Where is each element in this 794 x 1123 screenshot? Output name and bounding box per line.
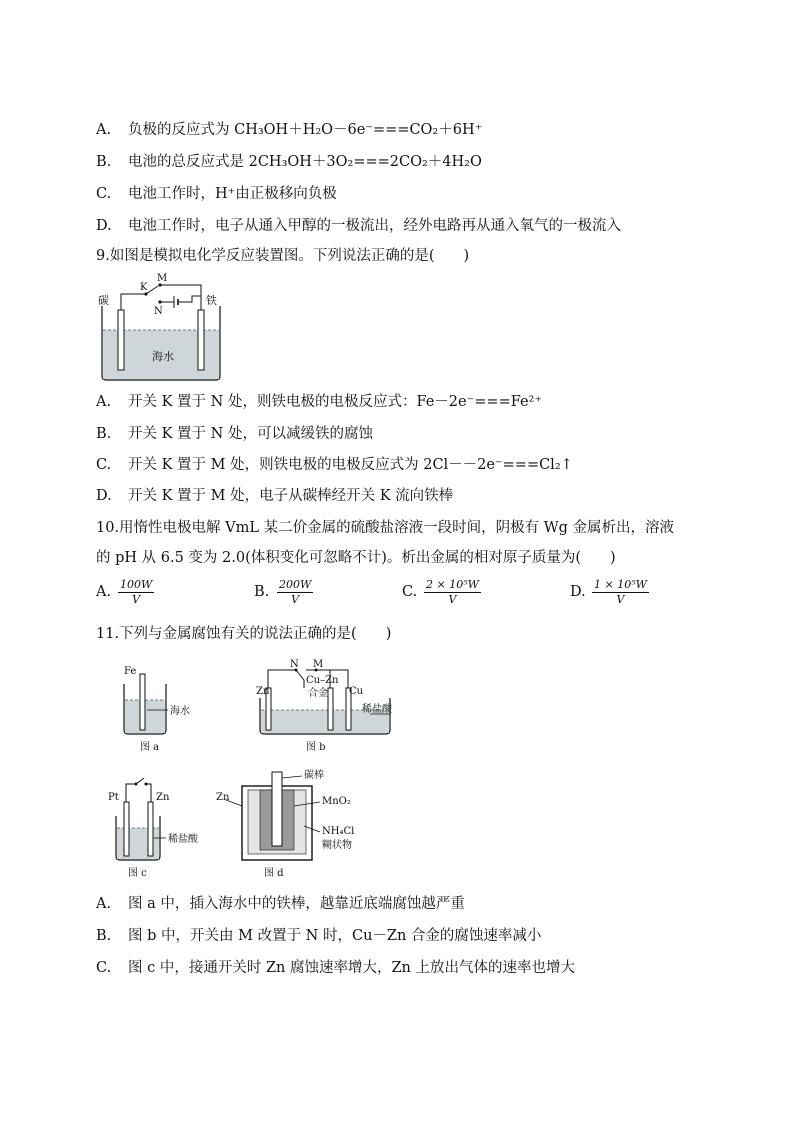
caption-b: 图 b (306, 742, 326, 753)
option-label: A. (96, 122, 112, 138)
q10-option-c-label: C. (402, 584, 418, 600)
denominator: V (616, 593, 625, 606)
denominator: V (448, 593, 457, 606)
option-label: B. (96, 426, 112, 442)
wire-battery (178, 296, 201, 302)
carbon-electrode (118, 310, 124, 370)
option-label: C. (96, 457, 112, 473)
zn-electrode (148, 802, 153, 856)
q10-option-d-fraction (592, 578, 649, 607)
pt-electrode (124, 802, 129, 856)
option-text: 开关 K 置于 M 处，电子从碳棒经开关 K 流向铁棒 (128, 488, 454, 504)
label-paste: 糊状物 (322, 840, 352, 851)
q8-option-c (96, 184, 337, 204)
numerator: 100W (120, 578, 153, 591)
q9-stem: 9.如图是模拟电化学反应装置图。下列说法正确的是( ) (96, 248, 470, 264)
q10-option-d-label: D. (570, 584, 586, 600)
q10-option-a-fraction (118, 578, 154, 607)
iron-electrode (198, 310, 204, 370)
q11-option-c (96, 958, 575, 978)
q9-option-d (96, 486, 453, 506)
label-acid: 稀盐酸 (362, 704, 392, 715)
option-text: 开关 K 置于 N 处，则铁电极的电极反应式：Fe－2e⁻===Fe²⁺ (128, 394, 543, 410)
option-text: 图 b 中，开关由 M 改置于 N 时，Cu－Zn 合金的腐蚀速率减小 (128, 928, 542, 944)
q11-figure-c (104, 772, 224, 882)
q9-option-c (96, 455, 573, 475)
q10-option-a-label: A. (96, 584, 112, 600)
option-label: D. (96, 488, 112, 504)
q8-option-a (96, 120, 482, 140)
q9-option-a (96, 392, 542, 412)
label-n: N (154, 306, 163, 317)
q9-figure (96, 272, 226, 384)
option-text: 电池工作时，H⁺由正极移向负极 (128, 186, 337, 202)
label-seawater: 海水 (170, 706, 190, 717)
wire-zn (268, 670, 296, 688)
q10-stem-line1: 10.用惰性电极电解 VmL 某二价金属的硫酸盐溶液一段时间，阴极有 Wg 金属析出，溶液 (96, 520, 675, 536)
label-mno2: MnO₂ (322, 796, 351, 807)
option-label: B. (96, 928, 112, 944)
switch-pivot (135, 783, 138, 786)
option-label: C. (96, 960, 112, 976)
label-pt: Pt (108, 792, 119, 803)
switch-k (146, 286, 158, 294)
carbon-rod (272, 772, 282, 846)
label-carbon: 碳 (98, 294, 109, 307)
denominator: V (291, 593, 300, 606)
label-nh4cl: NH₄Cl (322, 826, 355, 837)
numerator: 1 × 10⁵W (594, 578, 647, 591)
q10-option-c-fraction (424, 578, 481, 607)
caption-a: 图 a (140, 742, 160, 753)
wire-zn (146, 784, 151, 802)
q11-option-a (96, 894, 465, 914)
option-text: 负极的反应式为 CH₃OH＋H₂O－6e⁻===CO₂＋6H⁺ (128, 122, 483, 138)
wire-left (121, 294, 146, 310)
label-alloy-2: 合金 (308, 688, 328, 699)
label-k: K (140, 282, 148, 293)
q10-stem-line2: 的 pH 从 6.5 变为 2.0(体积变化可忽略不计)。析出金属的相对原子质量为( ) (96, 550, 616, 566)
q8-option-b (96, 152, 482, 172)
label-zn: Zn (256, 686, 270, 697)
option-label: B. (96, 154, 112, 170)
q11-figure-b (250, 658, 410, 756)
label-fe: Fe (124, 666, 137, 677)
alloy-electrode (328, 688, 333, 730)
option-text: 电池的总反应式是 2CH₃OH＋3O₂===2CO₂＋4H₂O (128, 154, 482, 170)
q11-figure-d (212, 766, 372, 882)
option-text: 图 a 中，插入海水中的铁棒，越靠近底端腐蚀越严重 (128, 896, 465, 912)
denominator: V (132, 593, 141, 606)
option-text: 开关 K 置于 M 处，则铁电极的电极反应式为 2Cl－－2e⁻===Cl₂↑ (128, 457, 573, 473)
numerator: 2 × 10⁵W (426, 578, 479, 591)
caption-d: 图 d (264, 868, 284, 879)
label-acid: 稀盐酸 (168, 834, 198, 845)
label-alloy-1: Cu–Zn (306, 675, 339, 686)
switch-arm (296, 670, 304, 688)
q11-option-b (96, 926, 541, 946)
q10-option-b-label: B. (254, 584, 270, 600)
option-label: C. (96, 186, 112, 202)
switch (136, 778, 144, 784)
caption-c: 图 c (128, 868, 147, 879)
label-n: N (290, 659, 299, 670)
wire-pt (126, 784, 136, 802)
q11-stem: 11.下列与金属腐蚀有关的说法正确的是( ) (96, 626, 392, 642)
label-zn: Zn (156, 792, 170, 803)
label-m: M (157, 273, 168, 284)
option-label: A. (96, 896, 112, 912)
option-label: D. (96, 218, 112, 234)
label-seawater: 海水 (152, 350, 174, 363)
q8-option-d (96, 216, 621, 236)
numerator: 200W (279, 578, 312, 591)
option-text: 图 c 中，接通开关时 Zn 腐蚀速率增大，Zn 上放出气体的速率也增大 (128, 960, 575, 976)
option-text: 开关 K 置于 N 处，可以减缓铁的腐蚀 (128, 426, 373, 442)
label-zn: Zn (216, 792, 230, 803)
label-cu: Cu (349, 686, 364, 697)
wire-m (160, 285, 201, 310)
label-iron: 铁 (206, 294, 217, 307)
option-label: A. (96, 394, 112, 410)
label-rod: 碳棒 (304, 770, 324, 781)
rod-pointer (282, 776, 302, 778)
label-m: M (313, 659, 324, 670)
q11-figure-a (112, 660, 202, 756)
q10-option-b-fraction (277, 578, 313, 607)
option-text: 电池工作时，电子从通入甲醇的一极流出，经外电路再从通入氧气的一极流入 (128, 218, 621, 234)
q9-option-b (96, 424, 373, 444)
iron-rod (140, 674, 145, 730)
